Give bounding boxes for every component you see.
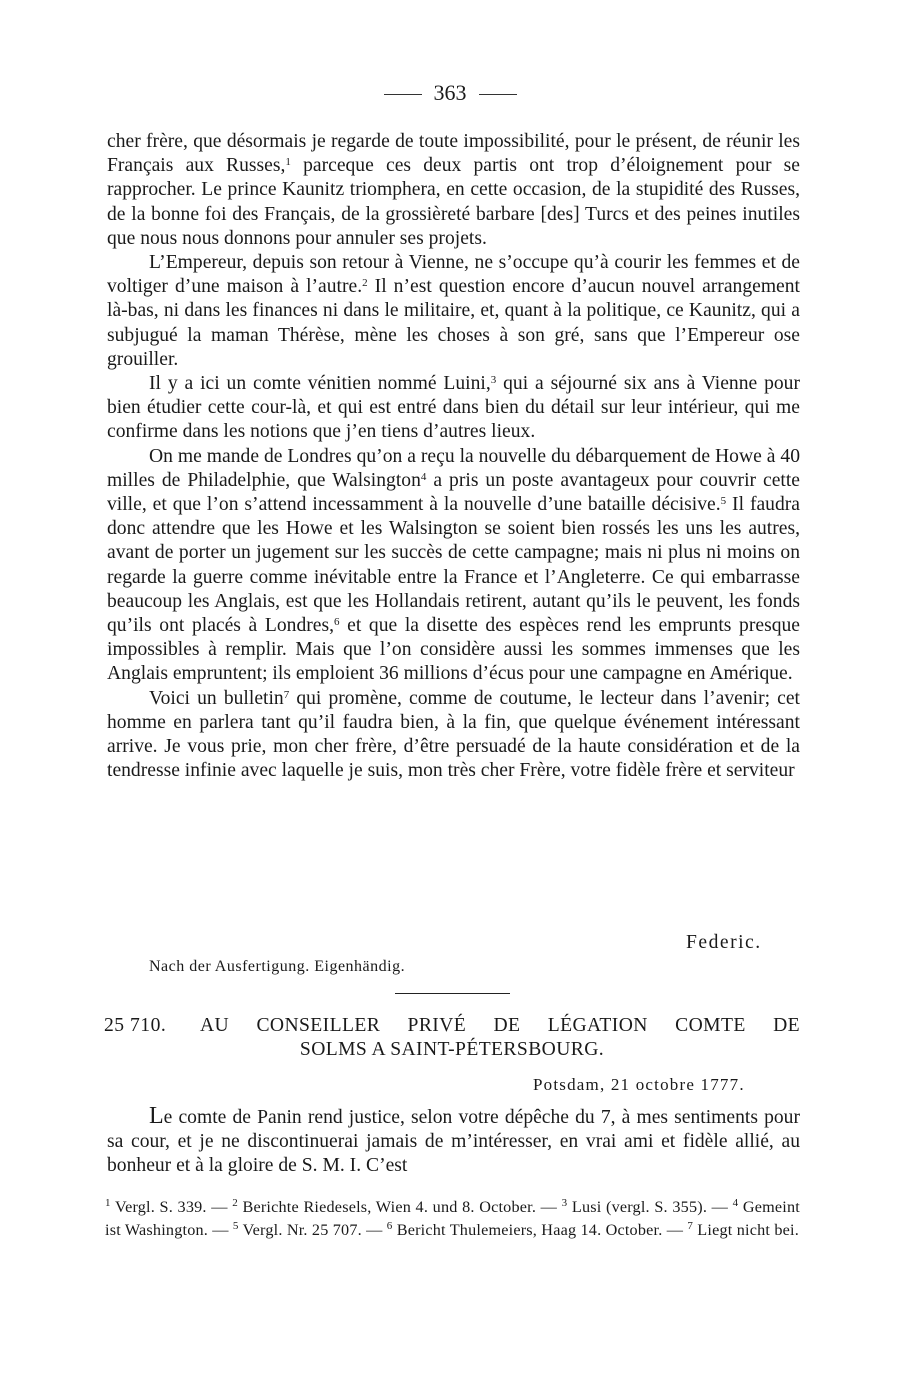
- footnote-number: 3: [561, 1197, 568, 1209]
- paragraph: [107, 687, 800, 784]
- paragraph-text: cher frère, que désormais je regarde de toute impossibilité, pour le présent, de réunir les Français aux Russes,: [107, 131, 800, 177]
- footnote-marker: 2: [362, 277, 368, 290]
- paragraph: [107, 445, 800, 687]
- footnote-number: 7: [687, 1220, 694, 1232]
- footnote-number: 6: [386, 1220, 393, 1232]
- header-rule-right: [479, 94, 517, 95]
- footnotes: [105, 1196, 800, 1242]
- footnote-marker: 4: [420, 470, 427, 483]
- footnote-marker: 6: [333, 616, 340, 629]
- footnote-number: 1: [105, 1197, 111, 1209]
- paragraph-text: Il n’est question encore d’aucun nouvel arrangement là-bas, ni dans les finances ni dans le militaire, et, quant à la politique, ce Kaunitz, qui a subjugué la maman Thérèse, mène les choses à son gré, sans que l’Empereur ose grouiller.: [107, 276, 800, 370]
- letter-title-line-1: AU CONSEILLER PRIVÉ DE LÉGATION COMTE DE: [200, 1015, 800, 1036]
- paragraph-text: qui a séjourné six ans à Vienne pour bien étudier cette cour-là, et qui est entré dans bien du détail sur leur intérieur, qui me confirme dans les notions que j’en tiens d’autres lieux.: [107, 373, 801, 443]
- footnote-marker: 3: [490, 374, 497, 387]
- footnote-text: Vergl. Nr. 25 707. —: [238, 1221, 387, 1239]
- source-note: Nach der Ausfertigung. Eigenhändig.: [149, 958, 406, 975]
- letter-body: [107, 130, 800, 783]
- paragraph-text: Voici un bulletin: [149, 687, 284, 709]
- second-letter-body: [107, 1104, 800, 1179]
- section-divider: [395, 993, 510, 994]
- paragraph-text: qui promène, comme de coutume, le lecteur dans l’avenir; cet homme en parlera tant qu’il faudra bien, à la fin, que quelque événement intéressant arrive. Je vous prie, mon cher frère, d’être persuadé de la haute considération et de la tendresse infinie avec laquelle je suis, mon très cher Frère, votre fidèle frère et serviteur: [107, 687, 800, 782]
- page-header: [0, 80, 900, 106]
- footnote-text: Berichte Riedesels, Wien 4. und 8. October. —: [237, 1198, 562, 1216]
- letter-number: 25 710.: [104, 1015, 167, 1036]
- paragraph-text: L’Empereur, depuis son retour à Vienne, ne s’occupe qu’à courir les femmes et de voltiger d’une maison à l’autre.: [107, 252, 800, 298]
- footnote-text: Gemeint ist Washington. —: [105, 1198, 800, 1239]
- header-rule-left: [384, 94, 422, 95]
- signature: Federic.: [686, 932, 762, 953]
- footnote-text: Liegt nicht bei.: [693, 1221, 799, 1239]
- second-letter-text: e comte de Panin rend justice, selon votre dépêche du 7, à mes sentiments pour sa cour, et je ne discontinuerai jamais de m’intéresser, en vrai ami et fidèle allié, au bonheur et à la gloire de S. M. I. C’est: [107, 1107, 800, 1177]
- page-number: 363: [433, 80, 467, 105]
- paragraph: [107, 372, 800, 445]
- paragraph-text: Il y a ici un comte vénitien nommé Luini,: [149, 373, 491, 395]
- paragraph-text: On me mande de Londres qu’on a reçu la nouvelle du débarquement de Howe à 40 milles de Philadelphie, que Walsington: [107, 445, 800, 491]
- dateline: Potsdam, 21 octobre 1777.: [533, 1075, 745, 1094]
- footnote-marker: 7: [283, 688, 290, 701]
- paragraph-text: et que la disette des espèces rend les emprunts presque impossibles à remplir. Mais que l’on considère aussi les sommes immenses que les Anglais empruntent; ils emploient 36 millions d’écus pour une campagne en Amérique.: [107, 615, 800, 685]
- footnote-number: 2: [232, 1197, 238, 1209]
- initial-letter: L: [149, 1103, 164, 1129]
- footnote-number: 4: [732, 1197, 739, 1209]
- letter-title-line-2: SOLMS A SAINT-PÉTERSBOURG.: [299, 1039, 605, 1060]
- footnote-text: Vergl. S. 339. —: [110, 1198, 233, 1216]
- footnote-text: Lusi (vergl. S. 355). —: [567, 1198, 733, 1216]
- footnote-marker: 1: [285, 156, 291, 169]
- paragraph-text: a pris un poste avantageux pour couvrir cette ville, et que l’on s’attend incessamment à la nouvelle d’une bataille décisive.: [107, 469, 801, 516]
- footnote-marker: 5: [720, 495, 727, 508]
- paragraph: [107, 130, 800, 251]
- footnote-number: 5: [232, 1220, 239, 1232]
- paragraph: [107, 251, 800, 372]
- paragraph-text: Il faudra donc attendre que les Howe et les Walsington se soient bien rossés les uns les autres, avant de porter un jugement sur les succès de cette campagne; mais ni plus ni moins on regarde la guerre comme inévitable entre la France et l’Angleterre. Ce qui embarrasse beaucoup les Anglais, est que les Hollandais retirent, autant qu’ils le peuvent, les fonds qu’ils ont placés à Londres,: [107, 494, 800, 637]
- paragraph-text: parceque ces deux partis ont trop d’éloignement pour se rapprocher. Le prince Kaunitz triomphera, en cette occasion, de la stupidité des Russes, de la bonne foi des Français, de la grossièreté barbare [des] Turcs et des peines inutiles que nous nous donnons pour annuler ses projets.: [107, 155, 800, 249]
- footnote-text: Bericht Thulemeiers, Haag 14. October. —: [392, 1221, 688, 1239]
- second-letter-paragraph: [107, 1104, 800, 1179]
